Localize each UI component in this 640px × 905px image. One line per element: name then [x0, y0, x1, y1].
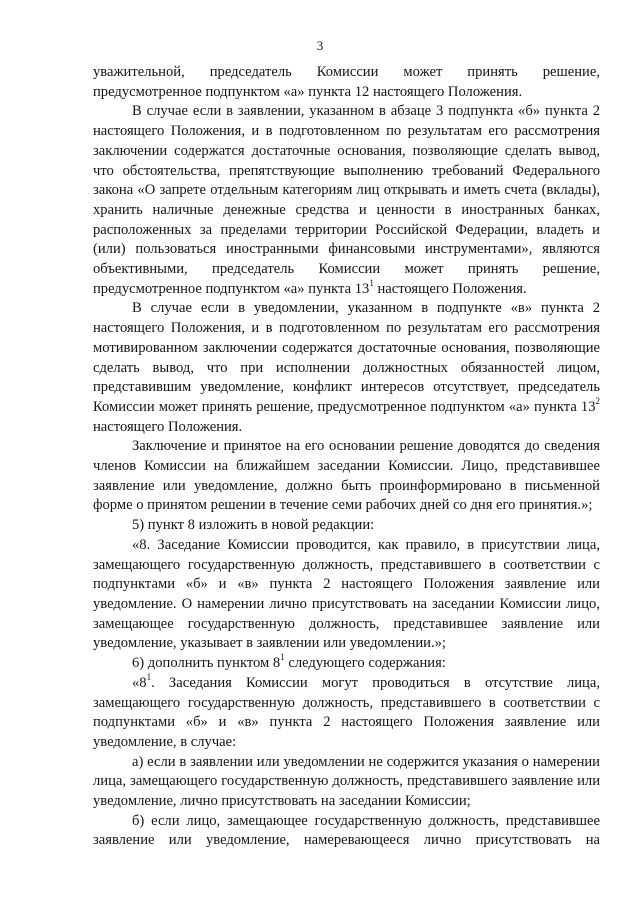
paragraph-text: б) если лицо, замещающее государственную должность, представившее заявление или уведомление, намеревающееся лично присутствовать на [93, 812, 600, 849]
paragraph-text: а) если в заявлении или уведомлении не содержится указания о намерении лица, замещающего государственную должность, представившего заявление или уведомление, лично присутствовать на заседании Комиссии; [93, 753, 600, 810]
superscript: 2 [595, 396, 600, 407]
paragraph-text: 5) пункт 8 изложить в новой редакции: [132, 517, 375, 534]
paragraph-text: Заключение и принятое на его основании решение доводятся до сведения членов Комиссии на ближайшем заседании Комиссии. Лицо, представившее заявление или уведомление, должно быть проинформировано в письменной форме о принятом решении в течение семи рабочих дней со дня его принятия.»; [93, 438, 600, 514]
paragraph-clause-8-1 [93, 671, 600, 753]
paragraph-text: В случае если в заявлении, указанном в абзаце 3 подпункта «б» пункта 2 настоящего Положения, и в подготовленном по результатам его рассмотрения заключении содержатся достаточные основания, позволяющие сделать вывод, что обстоятельства, препятствующие выполнению требований Федерального закона «О запрете отдельным категориям лиц открывать и иметь счета (вклады), хранить наличные денежные средства и ценности в иностранных банках, расположенных за пределами территории Российской Федерации, владеть и (или) пользоваться иностранными финансовыми инструментами», являются объективными, председатель Комиссии может принять решение, предусмотренное подпунктом «а» пункта 13 [93, 103, 600, 297]
paragraph-statement-case [93, 102, 600, 299]
paragraph-conclusion [93, 437, 600, 516]
paragraph-text: В случае если в уведомлении, указанном в подпункте «в» пункта 2 настоящего Положения, и в подготовленном по результатам его рассмотрения мотивированном заключении содержатся достаточные основания, позволяющие сделать вывод, что при исполнении должностных обязанностей лицом, представившим уведомление, конфликт интересов отсутствует, председатель Комиссии может принять решение, предусмотренное подпунктом «а» пункта 13 [93, 300, 600, 415]
paragraph-text: «8 [132, 674, 147, 691]
paragraph-clause-8 [93, 536, 600, 654]
paragraph-text: 6) дополнить пунктом 8 [132, 655, 281, 672]
superscript: 1 [369, 277, 374, 288]
superscript: 1 [280, 652, 285, 663]
paragraph-text: настоящего Положения. [373, 280, 527, 297]
paragraph-notification-case [93, 299, 600, 437]
paragraph-item-5 [93, 516, 600, 536]
superscript: 1 [146, 671, 152, 682]
paragraph-item-6 [93, 654, 600, 674]
document-body [93, 63, 600, 851]
paragraph-continuation [93, 63, 600, 102]
page-number: 3 [316, 38, 324, 53]
paragraph-subitem-a [93, 753, 600, 812]
paragraph-text: следующего содержания: [284, 655, 446, 672]
paragraph-text: уважительной, председатель Комиссии может принять решение, предусмотренное подпунктом «а» пункта 12 настоящего Положения. [93, 64, 600, 100]
paragraph-subitem-b [93, 812, 600, 851]
paragraph-text: настоящего Положения. [93, 418, 243, 435]
paragraph-text: . Заседания Комиссии могут проводиться в отсутствие лица, замещающего государственную должность, представившего в соответствии с подпунктами «б» и «в» пункта 2 настоящего Положения заявление или уведомление, в случае: [93, 674, 600, 750]
paragraph-text: «8. Заседание Комиссии проводится, как правило, в присутствии лица, замещающего государственную должность, представившего в соответствии с подпунктами «б» и «в» пункта 2 настоящего Положения заявление или уведомление. О намерении лично присутствовать на заседании Комиссии лицо, замещающее государственную должность, представившее заявление или уведомление, указывает в заявлении или уведомлении.»; [93, 536, 600, 652]
